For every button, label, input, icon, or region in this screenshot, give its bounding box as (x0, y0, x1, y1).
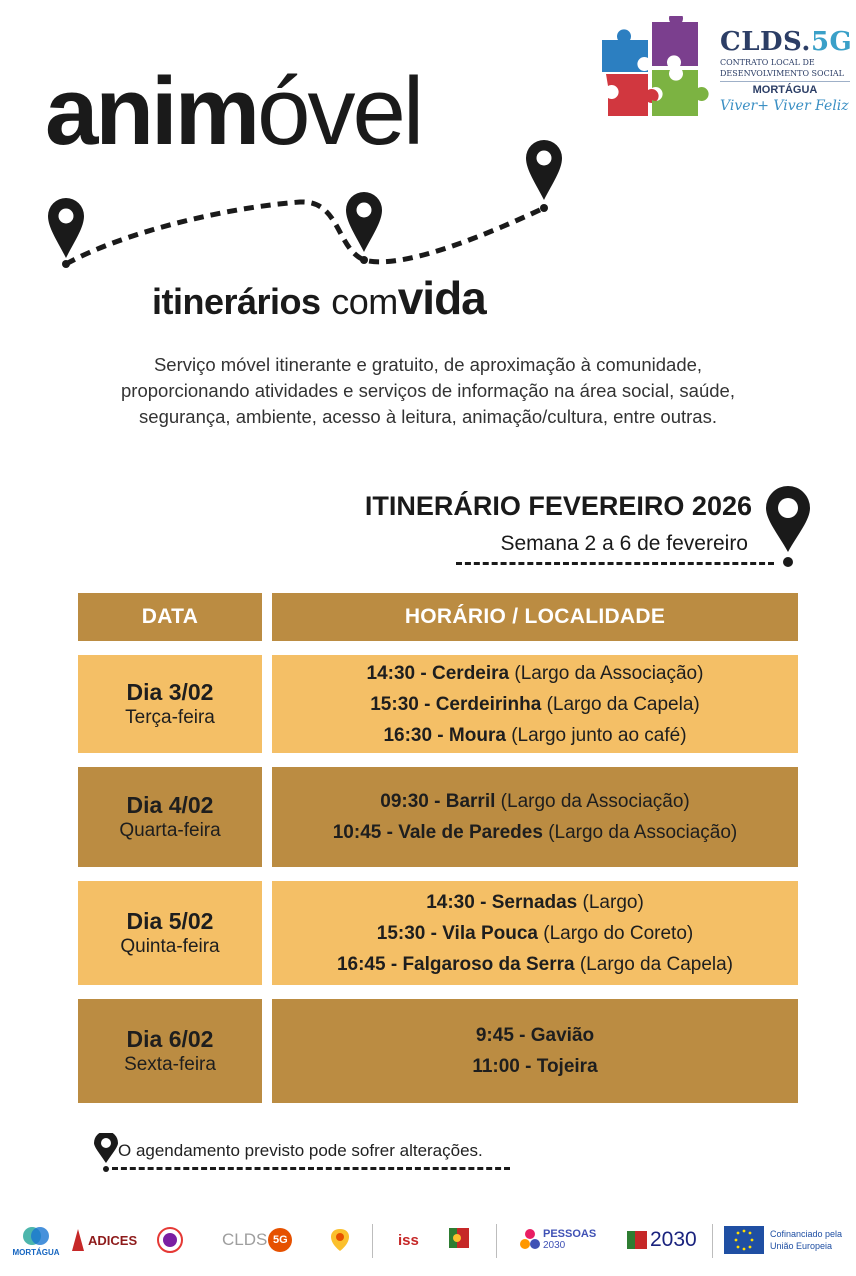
anniversary-badge (156, 1212, 186, 1268)
clds-small-5g-badge: 5G (268, 1228, 292, 1252)
mortagua-emblem-icon (21, 1224, 51, 1248)
table-row-date-cell (78, 655, 262, 753)
table-row-schedule-cell (272, 655, 798, 753)
table-row-date-cell (78, 999, 262, 1103)
eu-flag-icon (724, 1226, 764, 1254)
pessoas-label: PESSOAS (543, 1228, 597, 1240)
brand-subtitle-part3: vida (397, 272, 486, 324)
schedule-stop (333, 817, 738, 848)
portugal-flag-icon (626, 1227, 648, 1253)
stop-time-place: 10:45 - Vale de Paredes (332, 822, 543, 843)
itinerary-title: ITINERÁRIO FEVEREIRO 2026 (364, 491, 752, 521)
footer-separator (712, 1224, 713, 1258)
dashed-divider (112, 1167, 510, 1170)
adices-logo (70, 1212, 154, 1268)
schedule-stop (380, 786, 689, 817)
location-pin-icon (346, 192, 382, 264)
adices-label: ADICES (88, 1232, 138, 1248)
row-date: Dia 3/02 (126, 679, 214, 705)
anniversary-badge-icon (156, 1226, 184, 1254)
eu-cofunding-logo (724, 1212, 854, 1268)
intro-line: segurança, ambiente, acesso à leitura, animação/cultura, entre outras. (139, 406, 717, 427)
footer-separator (372, 1224, 373, 1258)
route-map-graphic (40, 138, 580, 278)
location-pin-icon (526, 140, 562, 212)
stop-time-place: 14:30 - Sernadas (426, 891, 578, 913)
row-weekday: Sexta-feira (124, 1054, 216, 1075)
stop-time-place: 16:45 - Falgaroso da Serra (336, 953, 575, 975)
location-pin-icon (764, 486, 812, 570)
partner-logos-footer (0, 1212, 856, 1268)
stop-detail: (Largo da Associação) (509, 662, 704, 684)
stop-detail: (Largo da Associação) (495, 791, 690, 812)
schedule-stop (370, 689, 700, 720)
stop-detail: (Largo) (577, 891, 644, 913)
clds-slogan: Viver+ Viver Feliz (720, 98, 849, 114)
stop-time-place: 9:45 - Gavião (475, 1025, 595, 1046)
footer-separator (496, 1224, 497, 1258)
brand-title-bold: anim (45, 58, 258, 165)
clds-subtitle-line2: DESENVOLVIMENTO SOCIAL (720, 69, 844, 78)
stop-detail: (Largo do Coreto) (537, 922, 694, 944)
schedule-stop (383, 720, 686, 751)
portugal-2030-year: 2030 (650, 1228, 697, 1251)
row-weekday: Terça-feira (125, 707, 215, 728)
row-weekday: Quarta-feira (119, 820, 221, 841)
stop-time-place: 15:30 - Vila Pouca (376, 922, 538, 944)
clds-subtitle-line1: CONTRATO LOCAL DE (720, 58, 815, 67)
intro-line: proporcionando atividades e serviços de informação na área social, saúde, (121, 380, 735, 401)
row-weekday: Quinta-feira (120, 936, 220, 957)
dashed-divider (456, 562, 774, 565)
seguranca-social-logo (316, 1212, 364, 1268)
eu-line1: Cofinanciado pela (770, 1229, 843, 1239)
stop-detail: (Largo da Capela) (574, 953, 734, 975)
table-header-schedule (272, 593, 798, 641)
brand-subtitle-part1: itinerários (152, 281, 321, 322)
schedule-stop (426, 887, 644, 918)
clds-small-label: CLDS (222, 1230, 268, 1249)
puzzle-icon (598, 16, 710, 118)
location-pin-icon (48, 198, 84, 268)
portugal-republic-logo (448, 1212, 484, 1268)
brand-title-regular: óvel (257, 58, 422, 165)
pessoas-emblem-icon (520, 1228, 540, 1252)
table-row-date-cell (78, 767, 262, 867)
table-header-date-label: DATA (141, 605, 199, 628)
iss-logo (398, 1212, 432, 1268)
eu-line2: União Europeia (770, 1241, 833, 1251)
clds-place: MORTÁGUA (720, 81, 850, 96)
row-date: Dia 5/02 (126, 908, 214, 934)
stop-time-place: 15:30 - Cerdeirinha (370, 693, 542, 715)
stop-detail: (Largo da Capela) (541, 693, 700, 715)
seguranca-social-emblem-icon (323, 1225, 357, 1255)
table-row-schedule-cell (272, 767, 798, 867)
stop-detail: (Largo junto ao café) (505, 724, 687, 746)
stop-detail: (Largo da Associação) (542, 822, 738, 843)
table-header-date (78, 593, 262, 641)
clds-name-prefix: CLDS. (720, 27, 811, 57)
brand-subtitle (152, 274, 486, 326)
intro-line: Serviço móvel itinerante e gratuito, de aproximação à comunidade, (153, 354, 703, 375)
clds-name-suffix: 5G (810, 27, 853, 57)
mortagua-label: MORTÁGUA (12, 1247, 60, 1257)
table-row-date-cell (78, 881, 262, 985)
schedule-stop (472, 1051, 597, 1082)
pessoas-2030-logo (520, 1212, 604, 1268)
iss-label: iss (398, 1231, 419, 1249)
clds-5g-small-logo (222, 1212, 302, 1268)
row-date: Dia 6/02 (126, 1026, 214, 1052)
schedule-stop (377, 918, 693, 949)
table-header-schedule-label: HORÁRIO / LOCALIDADE (404, 605, 666, 628)
portugal-2030-logo (626, 1212, 700, 1268)
clds-logo (598, 16, 856, 120)
stop-time-place: 16:30 - Moura (383, 724, 506, 746)
intro-paragraph (0, 352, 856, 430)
mortagua-logo (8, 1212, 64, 1268)
disclaimer-note: O agendamento previsto pode sofrer alterações. (118, 1141, 483, 1160)
pessoas-year: 2030 (543, 1240, 566, 1251)
stop-time-place: 11:00 - Tojeira (472, 1056, 598, 1077)
adices-mark-icon (70, 1227, 86, 1253)
republic-emblem-icon (448, 1226, 470, 1254)
stop-time-place: 09:30 - Barril (380, 791, 496, 812)
brand-subtitle-part2: com (331, 281, 398, 322)
itinerary-week: Semana 2 a 6 de fevereiro (500, 532, 748, 555)
schedule-stop (476, 1020, 594, 1051)
stop-time-place: 14:30 - Cerdeira (366, 662, 510, 684)
row-date: Dia 4/02 (126, 792, 214, 818)
table-row-schedule-cell (272, 881, 798, 985)
schedule-stop (337, 949, 733, 980)
table-row-schedule-cell (272, 999, 798, 1103)
schedule-stop (367, 658, 704, 689)
